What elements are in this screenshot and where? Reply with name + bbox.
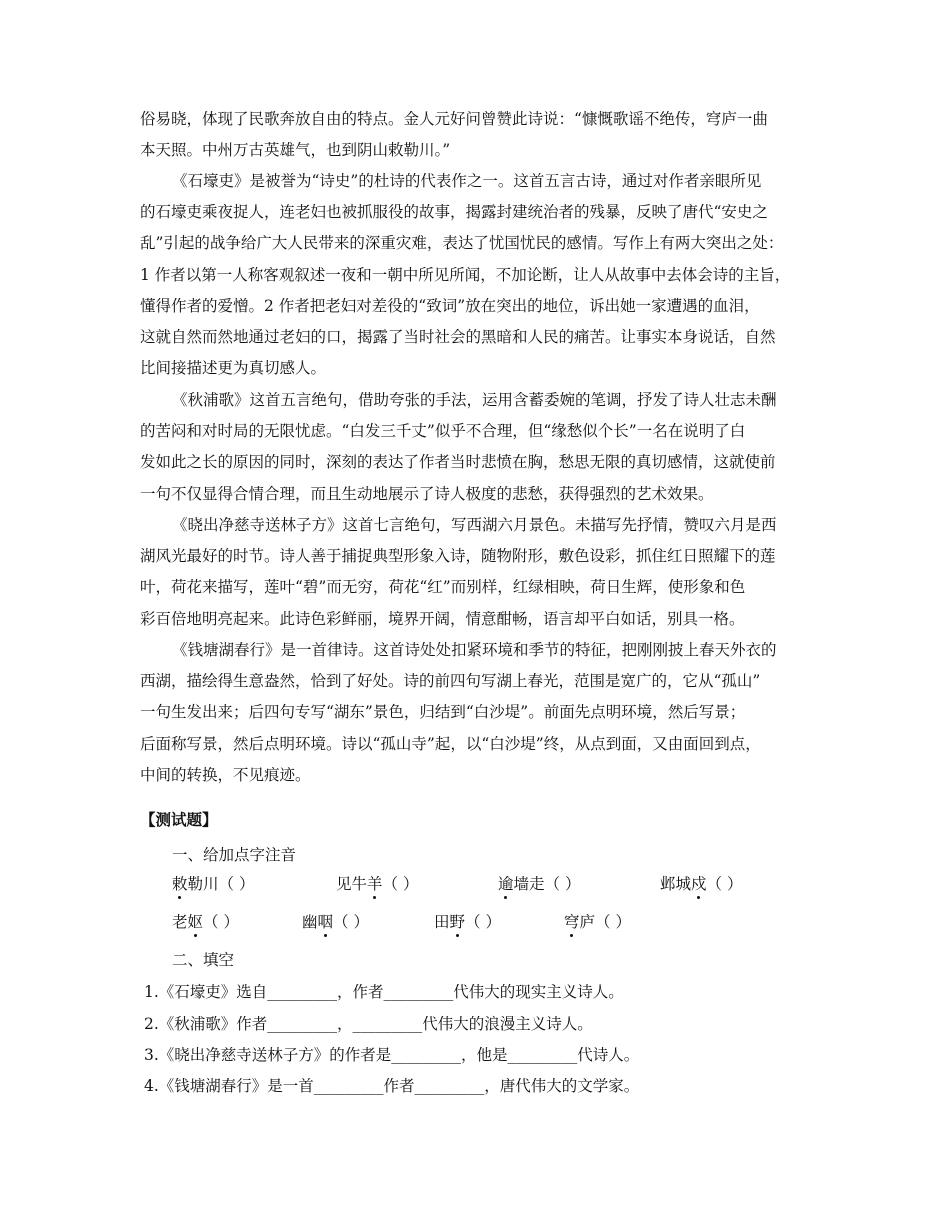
pinyin-item: 敕勒川（ ）	[172, 872, 254, 894]
text-line: 乱”引起的战争给广大人民带来的深重灾难，表达了忧国忧民的感情。写作上有两大突出之处：	[140, 234, 784, 253]
section-pinyin-title: 一、给加点字注音	[172, 846, 297, 864]
text-line: 本天照。中州万古英雄气，也到阴山敕勒川。”	[140, 141, 451, 160]
text-line: 的苦闷和对时局的无限忧虑。“白发三千丈”似乎不合理，但“缘愁似个长”一名在说明了白	[140, 422, 746, 441]
text-line: 彩百倍地明亮起来。此诗色彩鲜丽，境界开阔，情意酣畅，语言却平白如话，别具一格。	[140, 609, 745, 628]
text-line: 1 作者以第一人称客观叙述一夜和一朝中所见所闻，不加论断，让人从故事中去体会诗的主旨，	[140, 265, 791, 284]
pinyin-item: 幽咽（ ）	[302, 910, 369, 932]
text-line: 中间的转换，不见痕迹。	[140, 765, 311, 784]
fill-blank-item: 1.《石壕吏》选自_________，作者_________代伟大的现实主义诗人。	[144, 983, 624, 1001]
fill-blank-item: 2.《秋浦歌》作者_________，_________代伟大的浪漫主义诗人。	[144, 1015, 593, 1033]
test-heading: 【测试题】	[140, 811, 218, 829]
text-line: 俗易晓，体现了民歌奔放自由的特点。金人元好问曾赞此诗说：“慷慨歌谣不绝传，穹庐一曲	[140, 110, 768, 128]
text-line: 叶，荷花来描写，莲叶“碧”而无穷，荷花“红”而别样，红绿相映，荷日生辉，使形象和色	[140, 578, 746, 597]
paragraph-qiupu	[140, 385, 820, 510]
text-line: 发如此之长的原因的同时，深刻的表达了作者当时悲愤在胸，愁思无限的真切感情，这就使前	[140, 453, 776, 472]
paragraph-shihaoli	[140, 166, 820, 384]
dotted-char: 穹	[564, 910, 580, 932]
dotted-char: 逾	[498, 872, 514, 894]
paragraph-xiaochu	[140, 510, 820, 635]
text-line: 一句生发出来；后四句专写“湖东”景色，归结到“白沙堤”。前面先点明环境，然后写景；	[140, 703, 746, 722]
text-line: 《秋浦歌》这首五言绝句，借助夸张的手法，运用含蓄委婉的笔调，抒发了诗人壮志未酬	[172, 391, 777, 409]
pinyin-item: 逾墙走（ ）	[498, 872, 580, 894]
text-line: 比间接描述更为真切感人。	[140, 359, 327, 378]
pinyin-item: 老妪（ ）	[172, 910, 239, 932]
text-line: 一句不仅显得合情合理，而且生动地展示了诗人极度的悲愁，获得强烈的艺术效果。	[140, 484, 714, 503]
text-line: 《石壕吏》是被誉为“诗史”的杜诗的代表作之一。这首五言古诗，通过对作者亲眼所见	[172, 172, 762, 190]
text-line: 《钱塘湖春行》是一首律诗。这首诗处处扣紧环境和季节的特征，把刚刚披上春天外衣的	[172, 641, 777, 659]
section-fill-title: 二、填空	[172, 951, 235, 969]
dotted-char: 咽	[318, 910, 334, 932]
text-line: 的石壕吏乘夜捉人，连老妇也被抓服役的故事，揭露封建统治者的残暴，反映了唐代“安史之	[140, 203, 768, 222]
pinyin-item: 田野（ ）	[434, 910, 501, 932]
pinyin-item: 穹庐（ ）	[564, 910, 631, 932]
text-line: 后面称写景，然后点明环境。诗以“孤山寺”起，以“白沙堤”终，从点到面，又由面回到点，	[140, 734, 761, 753]
fill-blank-item: 4.《钱塘湖春行》是一首_________作者_________，唐代伟大的文学家。	[144, 1077, 640, 1095]
dotted-char: 妪	[188, 910, 204, 932]
paragraph-qiantang	[140, 635, 820, 791]
text-line: 西湖，描绘得生意盎然，恰到了好处。诗的前四句写湖上春光，范围是宽广的，它从“孤山”	[140, 672, 761, 691]
text-line: 湖风光最好的时节。诗人善于捕捉典型形象入诗，随物附形，敷色设彩，抓住红日照耀下的莲	[140, 547, 776, 566]
paragraph-minge	[140, 104, 820, 166]
dotted-char: 野	[450, 910, 466, 932]
dotted-char: 敕	[172, 872, 188, 894]
text-line: 懂得作者的爱憎。2 作者把老妇对差役的“致词”放在突出的地位，诉出她一家遭遇的血泪，	[140, 296, 760, 315]
fill-blank-item: 3.《晓出净慈寺送林子方》的作者是_________，他是_________代诗人。	[144, 1046, 640, 1064]
pinyin-item: 见牛羊（ ）	[336, 872, 418, 894]
dotted-char: 羊	[367, 872, 383, 894]
text-line: 《晓出净慈寺送林子方》这首七言绝句，写西湖六月景色。未描写先抒情，赞叹六月是西	[172, 516, 777, 534]
dotted-char: 戍	[691, 872, 707, 894]
pinyin-item: 邺城戍（ ）	[660, 872, 742, 894]
text-line: 这就自然而然地通过老妇的口，揭露了当时社会的黑暗和人民的痛苦。让事实本身说话，自然	[140, 327, 776, 346]
